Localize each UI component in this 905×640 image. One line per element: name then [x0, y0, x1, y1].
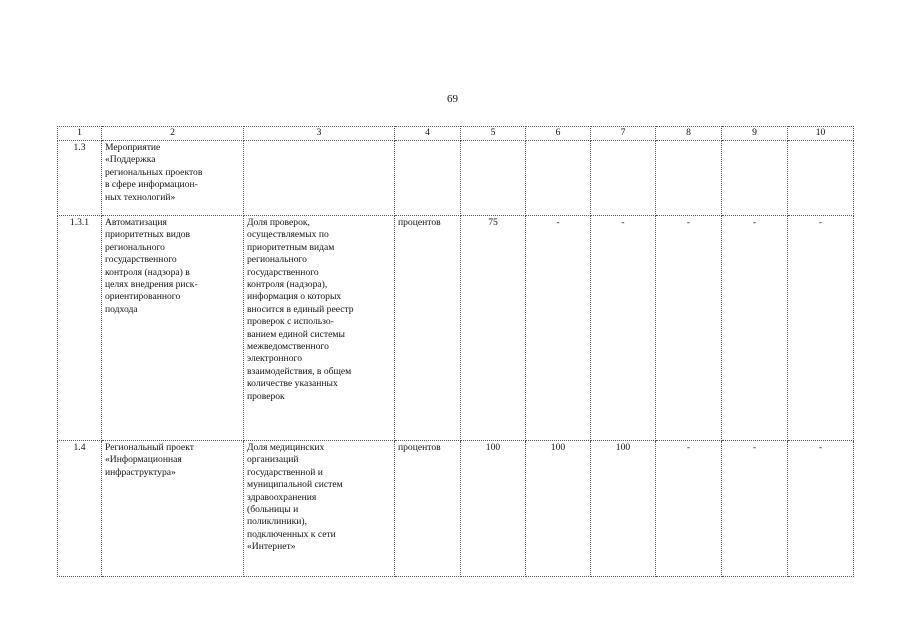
row-value-6	[526, 141, 591, 216]
table-row	[58, 441, 854, 577]
row-number: 1.3.1	[58, 216, 102, 441]
column-header: 9	[722, 127, 788, 141]
column-header: 2	[102, 127, 244, 141]
row-indicator	[244, 141, 395, 216]
column-header: 7	[591, 127, 656, 141]
row-number: 1.3	[58, 141, 102, 216]
row-value-9: -	[722, 216, 788, 441]
row-value-6: 100	[526, 441, 591, 577]
table-row	[58, 141, 854, 216]
row-name: Автоматизация приоритетных видов регионального государственного контроля (надзора) в целях внедрения риск- ориентированного подхода	[102, 216, 244, 441]
column-header: 4	[395, 127, 461, 141]
row-number: 1.4	[58, 441, 102, 577]
row-value-8: -	[656, 441, 722, 577]
row-value-6: -	[526, 216, 591, 441]
row-unit: процентов	[395, 216, 461, 441]
row-value-10: -	[788, 441, 854, 577]
column-header: 6	[526, 127, 591, 141]
row-value-9: -	[722, 441, 788, 577]
table-row	[58, 216, 854, 441]
program-table	[57, 126, 854, 577]
row-name: Мероприятие «Поддержка региональных проектов в сфере информацион- ных технологий»	[102, 141, 244, 216]
column-header: 10	[788, 127, 854, 141]
row-value-5: 75	[461, 216, 526, 441]
row-value-10	[788, 141, 854, 216]
row-value-7	[591, 141, 656, 216]
row-unit: процентов	[395, 441, 461, 577]
row-value-8	[656, 141, 722, 216]
column-header: 8	[656, 127, 722, 141]
row-indicator: Доля проверок, осуществляемых по приоритетным видам регионального государственного контроля (надзора), информация о которых вносится в единый реестр проверок с использо- ванием единой системы межведомственного электронного взаимодействия, в общем количестве указанных проверок	[244, 216, 395, 441]
column-header: 3	[244, 127, 395, 141]
row-value-8: -	[656, 216, 722, 441]
row-value-5	[461, 141, 526, 216]
row-value-5: 100	[461, 441, 526, 577]
row-value-7: -	[591, 216, 656, 441]
row-unit	[395, 141, 461, 216]
row-value-7: 100	[591, 441, 656, 577]
row-indicator: Доля медицинских организаций государственной и муниципальной систем здравоохранения (больницы и поликлиники), подключенных к сети «Интернет»	[244, 441, 395, 577]
table-header-row	[58, 127, 854, 141]
column-header: 1	[58, 127, 102, 141]
column-header: 5	[461, 127, 526, 141]
row-name: Региональный проект «Информационная инфраструктура»	[102, 441, 244, 577]
row-value-10: -	[788, 216, 854, 441]
row-value-9	[722, 141, 788, 216]
page-number: 69	[447, 93, 458, 105]
